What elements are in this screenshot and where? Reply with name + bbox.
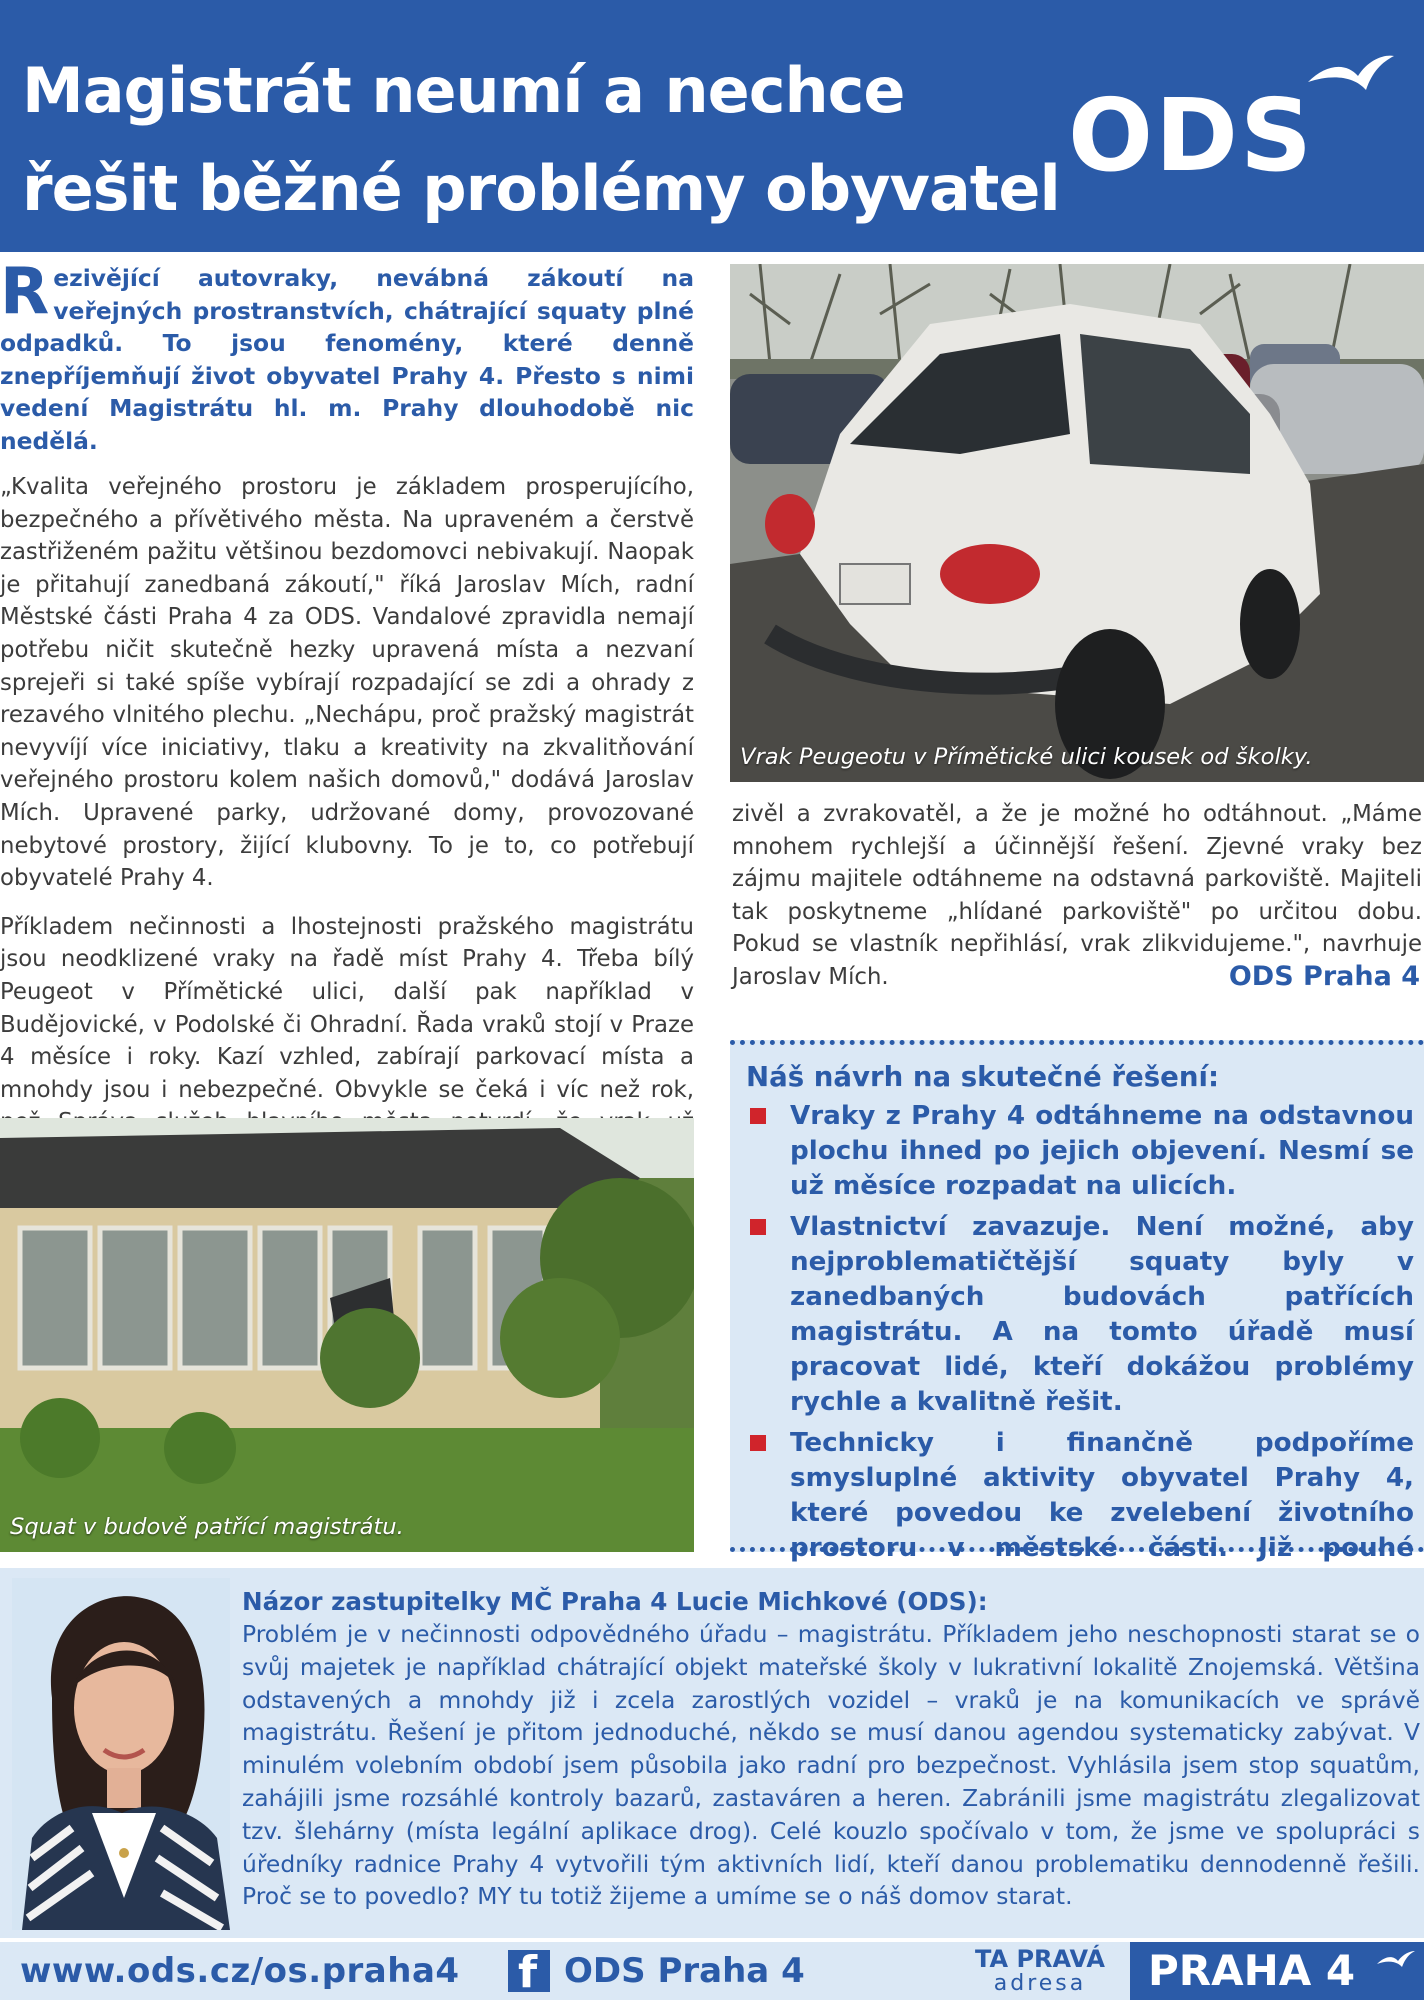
proposal-item-text: Vlastnictví zavazuje. Není možné, aby nejproblematičtější squaty byly v zanedbaných budovách patřících magistrátu. A na tomto úřadě musí pracovat lidé, kteří dokážou problémy rychle a kvalitně řešit. bbox=[790, 1212, 1414, 1417]
facebook-glyph: f bbox=[518, 1947, 538, 1998]
article-paragraph-2-continued: zivěl a zvrakovatěl, a že je možné ho odtáhnout. „Máme mnohem rychlejší a účinnější řešení. Zjevné vraky bez zájmu majitele odtáhneme na odstavná parkoviště. Majiteli tak poskytneme „hlídané parkoviště" po určitou dobu. Pokud se vlastník nepřihlásí, vrak zlikvidujeme.", navrhuje Jaroslav Mích. bbox=[732, 801, 1422, 990]
headline bbox=[22, 42, 1062, 238]
facebook-page-link[interactable]: ODS Praha 4 bbox=[564, 1951, 805, 1991]
opinion-body bbox=[242, 1586, 1420, 1913]
proposal-box bbox=[730, 1040, 1424, 1563]
opinion-text: Problém je v nečinnosti odpovědného úřadu – magistrátu. Příkladem jeho neschopnosti starat se o svůj majetek je například chátrající objekt mateřské školy v lukrativní lokalitě Znojemská. Většina odstavených a mnohdy již i zcela zarostlých vozidel – vraků je na komunikacích ve správě magistrátu. Řešení je přitom jednoduché, někdo se musí danou agendou systematicky zabývat. V minulém volebním období jsem působila jako radní pro bezpečnost. Vyhlásila jsem stop squatům, zahájili jsme rozsáhlé kontroly bazarů, zastaváren a heren. Zabránili jsme magistrátu zlegalizovat tzv. šlehárny (místa legální aplikace drog). Celé kouzlo spočívalo v tom, že jsme ve spolupráci s úředníky radnice Prahy 4 vytvořili tým aktivních lidí, kteří danou problematiku dennodenně řešili. Proč se to povedlo? MY tu totiž žijeme a umíme se o náš domov starat. bbox=[242, 1620, 1420, 1911]
praha4-badge bbox=[1130, 1942, 1424, 2000]
praha4-label: PRAHA 4 bbox=[1148, 1946, 1356, 1995]
portrait-image bbox=[12, 1578, 230, 1930]
tagline-top: TA PRAVÁ bbox=[975, 1945, 1105, 1973]
lead-text: ezivějící autovraky, nevábná zákoutí na veřejných prostranstvích, chátrající squaty plné odpadků. To jsou fenomény, které denně znepříjemňují život obyvatel Prahy 4. Přesto s nimi vedení Magistrátu hl. m. Prahy dlouhodobě nic nedělá. bbox=[0, 264, 694, 455]
header-banner bbox=[0, 0, 1424, 252]
red-square-bullet-icon bbox=[750, 1219, 766, 1235]
proposal-item bbox=[738, 1210, 1414, 1420]
proposal-title: Náš návrh na skutečné řešení: bbox=[746, 1060, 1219, 1093]
article-lead bbox=[0, 255, 694, 457]
red-square-bullet-icon bbox=[750, 1435, 766, 1451]
opinion-title: Názor zastupitelky MČ Praha 4 Lucie Michkové (ODS): bbox=[242, 1587, 988, 1616]
tagline bbox=[960, 1946, 1120, 1996]
lead-dropcap: R bbox=[0, 255, 50, 329]
headline-line-2: řešit běžné problémy obyvatel bbox=[22, 152, 1060, 225]
opinion-box bbox=[0, 1568, 1424, 1938]
squat-building-photo bbox=[0, 1118, 694, 1552]
article-left-column bbox=[0, 255, 694, 1171]
ods-logo-text: ODS bbox=[1068, 77, 1315, 194]
councillor-portrait bbox=[12, 1578, 230, 1930]
squat-photo-caption: Squat v budově patřící magistrátu. bbox=[10, 1514, 404, 1540]
proposal-item bbox=[738, 1099, 1414, 1204]
proposal-item-text: Vraky z Prahy 4 odtáhneme na odstavnou plochu ihned po jejich objevení. Nesmí se už měsíce rozpadat na ulicích. bbox=[790, 1101, 1414, 1201]
car-photo-caption: Vrak Peugeotu v Přímětické ulici kousek od školky. bbox=[740, 744, 1313, 770]
article-signature: ODS Praha 4 bbox=[1228, 961, 1420, 992]
red-square-bullet-icon bbox=[750, 1108, 766, 1124]
car-wreck-photo bbox=[730, 264, 1424, 782]
headline-line-1: Magistrát neumí a nechce bbox=[22, 54, 905, 127]
footer-bar bbox=[0, 1942, 1424, 2000]
bird-swoosh-icon bbox=[1376, 1950, 1416, 1974]
facebook-icon[interactable] bbox=[508, 1947, 550, 1998]
proposal-list bbox=[738, 1099, 1414, 1601]
bird-swoosh-icon bbox=[1306, 54, 1396, 104]
proposal-item-text: Technicky i finančně podpoříme smysluplné aktivity obyvatel Prahy 4, které povedou ke zvelebení životního prostoru v městské části. Již pouhé bbox=[790, 1428, 1414, 1563]
ods-logo bbox=[1068, 50, 1398, 194]
article-paragraph-1: „Kvalita veřejného prostoru je základem prosperujícího, bezpečného a přívětivého města. Na upraveném a čerstvě zastřiženém pažitu většinou bezdomovci nebivakují. Naopak je přitahují zanedbaná zákoutí," říká Jaroslav Mích, radní Městské části Praha 4 za ODS. Vandalové zpravidla nemají potřebu ničit skutečně hezky upravená místa a nezvaní sprejeři si také spíše vybírají rozpadající se zdi a ohrady z rezavého vlnitého plechu. „Nechápu, proč pražský magistrát nevyvíjí více iniciativy, tlaku a kreativity na zkvalitňování veřejného prostoru kolem našich domovů," dodává Jaroslav Mích. Upravené parky, udržované domy, provozované nebytové prostory, žijící klubovny. To je to, co potřebují obyvatelé Prahy 4. bbox=[0, 474, 694, 892]
squat-building-image bbox=[0, 1118, 694, 1552]
article-paragraph-2: Příkladem nečinnosti a lhostejnosti pražského magistrátu jsou neodklizené vraky na řadě míst Prahy 4. Třeba bílý Peugeot v Přímětické ulici, další pak například v Budějovické, v Podolské či Ohradní. Řada vraků stojí v Praze 4 měsíce i roky. Kazí vzhled, zabírají parkovací místa a mnohdy jsou i nebezpečné. Obvykle se čeká i víc než rok, bbox=[0, 913, 694, 1103]
car-wreck-image bbox=[730, 264, 1424, 782]
tagline-bottom: adresa bbox=[993, 1971, 1087, 1996]
website-link[interactable]: www.ods.cz/os.praha4 bbox=[20, 1951, 460, 1991]
